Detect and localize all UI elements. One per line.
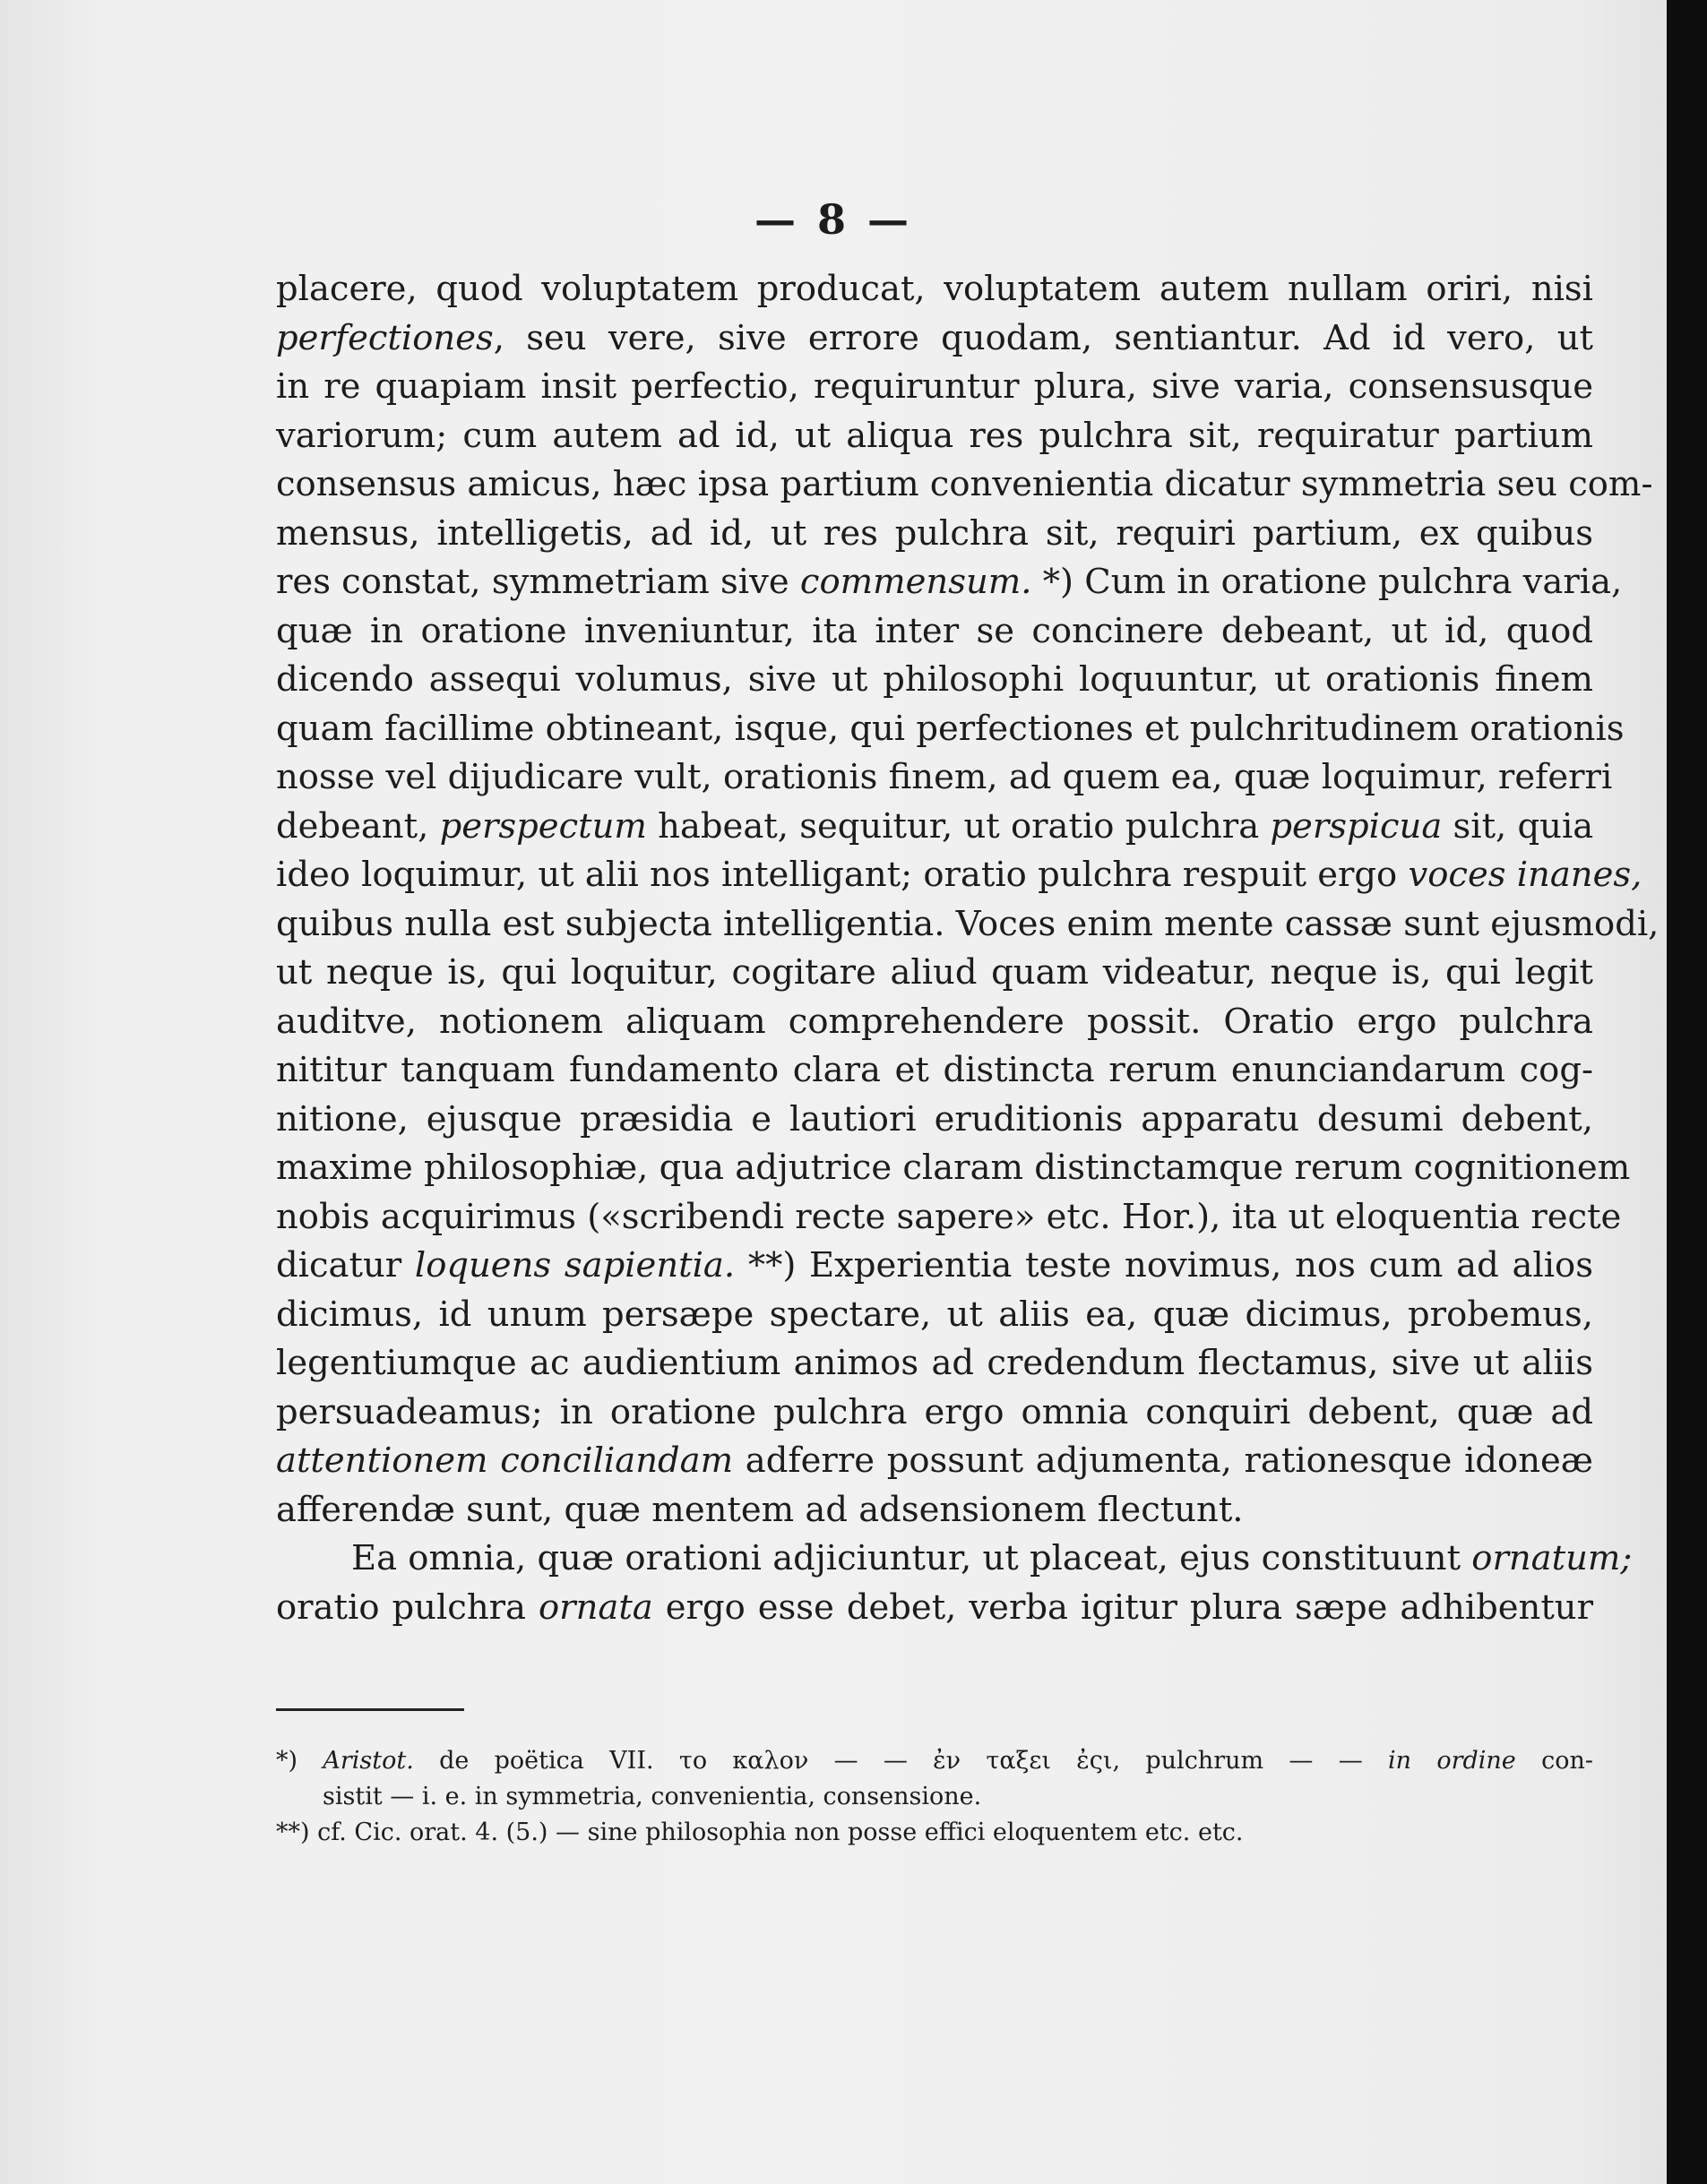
text-segment: nosse vel dijudicare vult, orationis finem, ad quem ea, quæ loquimur, referri xyxy=(276,757,1613,797)
italic-segment: attentionem conciliandam xyxy=(276,1440,734,1481)
body-line-27 xyxy=(276,1535,1633,1584)
text-segment: placere, quod voluptatem producat, voluptatem autem nullam oriri, nisi xyxy=(276,269,1593,309)
italic-segment: voces inanes, xyxy=(1408,855,1642,895)
body-line-18 xyxy=(276,1096,1593,1145)
body-line-7 xyxy=(276,558,1623,607)
text-segment: adferre possunt adjumenta, rationesque idoneæ xyxy=(733,1440,1593,1481)
text-segment: persuadeamus; in oratione pulchra ergo omnia conquiri debent, quæ ad xyxy=(276,1391,1593,1432)
text-segment: dicendo assequi volumus, sive ut philosophi loquuntur, ut orationis finem xyxy=(276,659,1593,700)
text-segment: , seu vere, sive errore quodam, sentiantur. Ad id vero, ut xyxy=(493,317,1593,358)
text-segment: consensus amicus, hæc ipsa partium convenientia dicatur symmetria seu com- xyxy=(276,464,1653,504)
text-segment: nititur tanquam fundamento clara et distincta rerum enunciandarum cog- xyxy=(276,1050,1593,1090)
body-line-5 xyxy=(276,460,1653,510)
footnote-separator-rule xyxy=(276,1708,464,1711)
text-segment: maxime philosophiæ, qua adjutrice claram distinctamque rerum cognitionem xyxy=(276,1148,1631,1188)
text-segment: afferendæ sunt, quæ mentem ad adsensionem flectunt. xyxy=(276,1489,1244,1530)
text-segment: nobis acquirimus («scribendi recte sapere» etc. Hor.), ita ut eloquentia recte xyxy=(276,1196,1622,1237)
italic-segment: perspicua xyxy=(1270,805,1443,847)
body-line-20 xyxy=(276,1193,1622,1242)
body-line-24 xyxy=(276,1389,1593,1438)
italic-segment: Aristot. xyxy=(323,1747,414,1775)
text-segment: quam facillime obtineant, isque, qui perfectiones et pulchritudinem orationis xyxy=(276,708,1625,749)
body-line-28 xyxy=(276,1584,1593,1633)
scan-dark-edge xyxy=(1667,0,1707,2184)
footnote-line-2 xyxy=(276,1779,1593,1815)
text-segment: Ea omnia, quæ orationi adjiciuntur, ut placeat, ejus constituunt xyxy=(351,1538,1472,1578)
body-line-12 xyxy=(276,803,1593,852)
italic-segment: loquens sapientia. xyxy=(414,1245,736,1285)
text-segment: dicatur xyxy=(276,1245,415,1285)
footnote-line-3 xyxy=(276,1815,1593,1851)
body-line-15 xyxy=(276,949,1593,998)
italic-segment: ornata xyxy=(538,1586,653,1628)
text-segment: dicimus, id unum persæpe spectare, ut aliis ea, quæ dicimus, probemus, xyxy=(276,1294,1593,1335)
text-segment: legentiumque ac audientium animos ad credendum flectamus, sive ut aliis xyxy=(276,1343,1593,1383)
body-line-9 xyxy=(276,656,1593,705)
body-line-10 xyxy=(276,705,1625,754)
italic-segment: in ordine xyxy=(1388,1747,1516,1775)
text-segment: nitione, ejusque præsidia e lautiori eruditionis apparatu desumi debent, xyxy=(276,1098,1593,1139)
footnotes-block xyxy=(276,1743,1593,1851)
body-line-13 xyxy=(276,851,1642,900)
body-line-21 xyxy=(276,1242,1593,1291)
text-segment: mensus, intelligetis, ad id, ut res pulchra sit, requiri partium, ex quibus xyxy=(276,512,1593,554)
text-segment: res constat, symmetriam sive xyxy=(276,562,800,602)
italic-segment: perspectum xyxy=(439,805,647,847)
text-segment: quæ in oratione inveniuntur, ita inter se concinere debeant, ut id, quod xyxy=(276,610,1593,651)
text-segment: in re quapiam insit perfectio, requiruntur plura, sive varia, consensusque xyxy=(276,366,1593,407)
italic-segment: commensum. xyxy=(799,562,1032,602)
body-line-3 xyxy=(276,363,1593,412)
page-number: — 8 — xyxy=(754,195,913,244)
body-line-25 xyxy=(276,1437,1593,1486)
text-segment: ergo esse debet, verba igitur plura sæpe adhibentur xyxy=(652,1586,1594,1628)
body-line-16 xyxy=(276,998,1593,1047)
main-text-block xyxy=(276,265,1660,1632)
text-segment: variorum; cum autem ad id, ut aliqua res pulchra sit, requiratur partium xyxy=(276,415,1593,456)
text-segment: ut neque is, qui loquitur, cogitare aliud quam videatur, neque is, qui legit xyxy=(276,952,1593,993)
body-line-2 xyxy=(276,314,1593,364)
body-line-4 xyxy=(276,412,1593,461)
text-segment: **) Experientia teste novimus, nos cum ad alios xyxy=(735,1245,1593,1285)
body-line-1 xyxy=(276,265,1593,314)
text-segment: **) cf. Cic. orat. 4. (5.) — sine philosophia non posse effici eloquentem etc. etc. xyxy=(276,1819,1244,1846)
text-segment: sistit — i. e. in symmetria, convenientia, consensione. xyxy=(323,1783,982,1810)
body-line-8 xyxy=(276,607,1593,657)
body-line-6 xyxy=(276,510,1593,559)
text-segment: sit, quia xyxy=(1442,805,1594,847)
body-line-17 xyxy=(276,1046,1593,1096)
body-line-22 xyxy=(276,1291,1593,1340)
footnote-line-1 xyxy=(276,1743,1593,1779)
text-segment: auditve, notionem aliquam comprehendere possit. Oratio ergo pulchra xyxy=(276,1001,1593,1042)
text-segment: oratio pulchra xyxy=(276,1586,539,1628)
text-segment: habeat, sequitur, ut oratio pulchra xyxy=(646,805,1271,847)
body-line-11 xyxy=(276,753,1613,803)
body-line-26 xyxy=(276,1486,1593,1535)
body-line-14 xyxy=(276,900,1660,950)
body-line-19 xyxy=(276,1144,1631,1193)
text-segment: de poëtica VII. το καλον — — ἐν ταξει ἐςι, pulchrum — — xyxy=(413,1747,1389,1775)
italic-segment: ornatum; xyxy=(1471,1538,1633,1578)
text-segment: quibus nulla est subjecta intelligentia. Voces enim mente cassæ sunt ejusmodi, xyxy=(276,903,1660,944)
italic-segment: perfectiones xyxy=(276,317,494,358)
body-line-23 xyxy=(276,1339,1593,1389)
text-segment: ideo loquimur, ut alii nos intelligant; oratio pulchra respuit ergo xyxy=(276,855,1409,895)
text-segment: *) Cum in oratione pulchra varia, xyxy=(1031,562,1623,602)
text-segment: debeant, xyxy=(276,805,440,847)
text-segment: *) xyxy=(276,1747,323,1775)
text-segment: con- xyxy=(1515,1747,1593,1775)
